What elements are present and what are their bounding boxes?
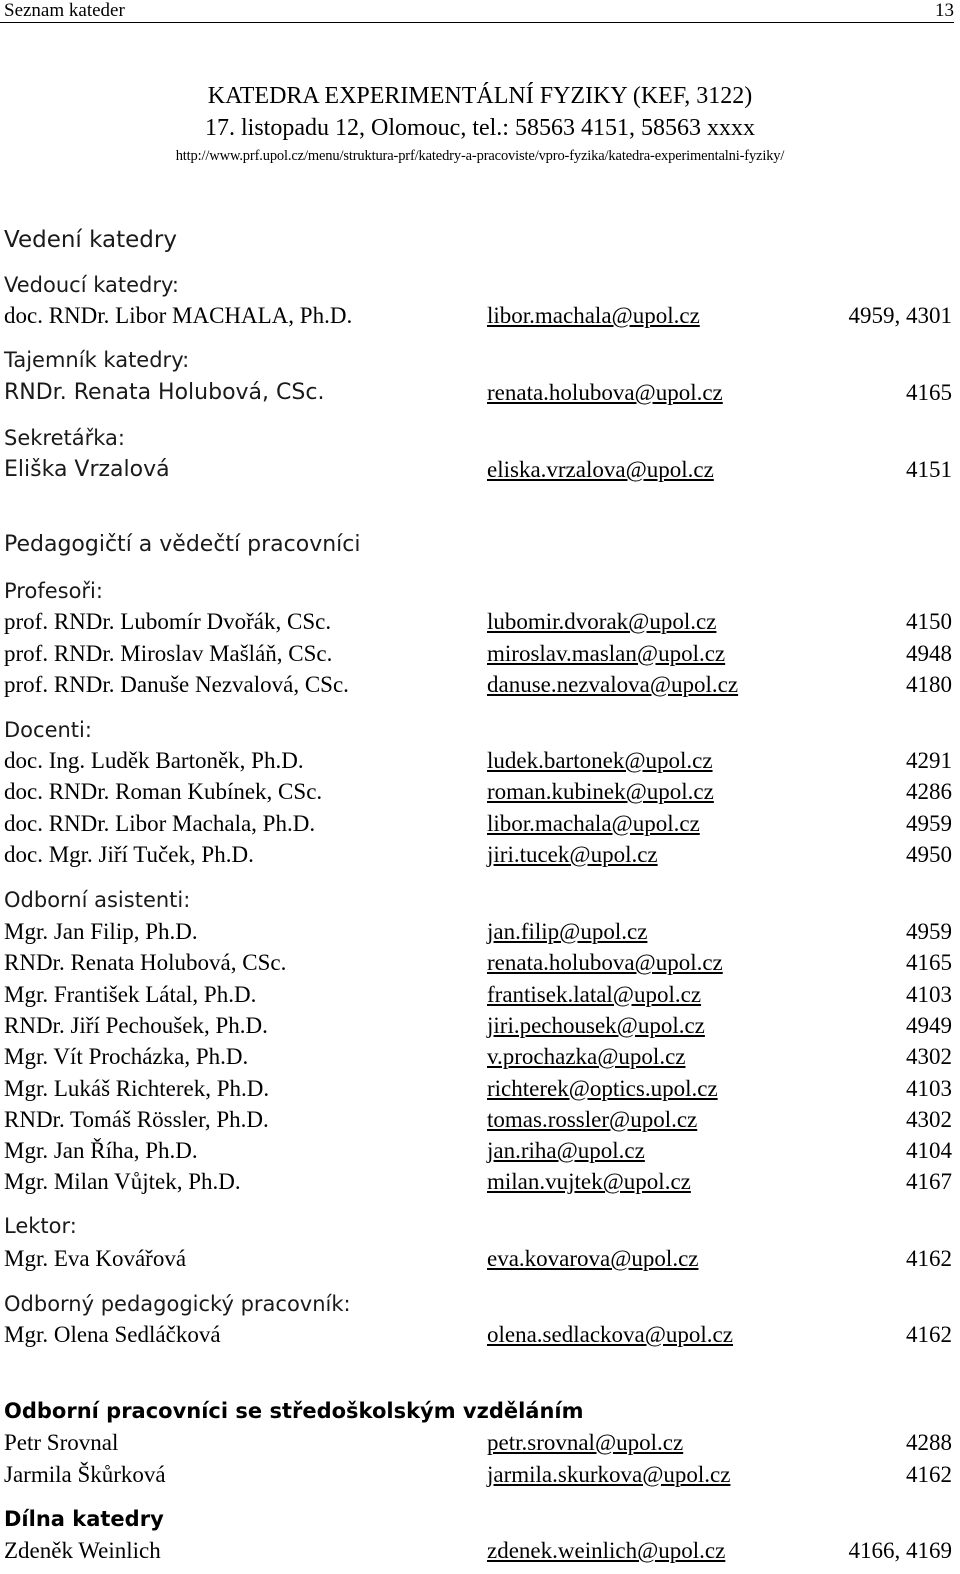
contact-phone: 4959 <box>906 810 952 836</box>
contact-name: doc. Mgr. Jiří Tuček, Ph.D. <box>4 841 254 867</box>
contact-row <box>0 777 960 807</box>
contact-email-link[interactable]: richterek@optics.upol.cz <box>487 1075 718 1101</box>
contact-name: Jarmila Škůrková <box>4 1461 166 1487</box>
contact-email-link[interactable]: jiri.pechousek@upol.cz <box>487 1012 705 1038</box>
contact-phone: 4948 <box>906 640 952 666</box>
contact-phone: 4291 <box>906 748 952 773</box>
contact-phone: 4302 <box>906 1106 952 1132</box>
contact-email-link[interactable]: lubomir.dvorak@upol.cz <box>487 609 717 634</box>
contact-phone: 4162 <box>906 1322 952 1347</box>
contact-email-link[interactable]: libor.machala@upol.cz <box>487 810 700 836</box>
contact-row <box>0 1320 960 1350</box>
assistants-label: Odborní asistenti: <box>4 888 191 912</box>
ped-worker-label: Odborný pedagogický pracovník: <box>4 1292 351 1316</box>
department-address: 17. listopadu 12, Olomouc, tel.: 58563 4151, 58563 xxxx <box>205 115 755 141</box>
contact-name: Mgr. Eva Kovářová <box>4 1246 187 1271</box>
assistant-label: Sekretářka: <box>4 426 125 450</box>
contact-phone: 4104 <box>906 1138 952 1164</box>
contact-phone: 4165 <box>906 380 952 405</box>
contact-row <box>0 1042 960 1072</box>
staff-heading: Pedagogičtí a vědečtí pracovníci <box>4 532 361 557</box>
contact-row <box>0 948 960 978</box>
contact-phone: 4166, 4169 <box>848 1538 952 1563</box>
contact-email-link[interactable]: renata.holubova@upol.cz <box>487 950 723 976</box>
docents-label: Docenti: <box>4 718 92 742</box>
contact-name: Mgr. Milan Vůjtek, Ph.D. <box>4 1169 241 1195</box>
contact-name: prof. RNDr. Lubomír Dvořák, CSc. <box>4 609 332 634</box>
contact-phone: 4150 <box>906 609 952 634</box>
contact-name: doc. RNDr. Roman Kubínek, CSc. <box>4 779 323 805</box>
contact-row <box>0 746 960 776</box>
contact-email-link[interactable]: v.prochazka@upol.cz <box>487 1044 686 1070</box>
contact-phone: 4950 <box>906 841 952 867</box>
contact-row <box>0 1536 960 1566</box>
contact-name: Mgr. Vít Procházka, Ph.D. <box>4 1044 249 1070</box>
contact-email-link[interactable]: zdenek.weinlich@upol.cz <box>487 1538 726 1563</box>
contact-email-link[interactable]: renata.holubova@upol.cz <box>487 380 723 405</box>
contact-email-link[interactable]: tomas.rossler@upol.cz <box>487 1106 698 1132</box>
contact-row <box>0 670 960 700</box>
contact-phone: 4167 <box>906 1169 952 1195</box>
contact-name: Mgr. Lukáš Richterek, Ph.D. <box>4 1075 270 1101</box>
contact-row <box>0 917 960 947</box>
leadership-heading: Vedení katedry <box>4 227 177 253</box>
contact-row <box>0 1011 960 1041</box>
contact-phone: 4302 <box>906 1044 952 1070</box>
contact-name: Mgr. Jan Filip, Ph.D. <box>4 919 198 944</box>
workshop-heading: Dílna katedry <box>4 1507 164 1531</box>
contact-email-link[interactable]: jan.riha@upol.cz <box>487 1138 645 1164</box>
contact-row <box>0 607 960 637</box>
contact-row <box>0 1136 960 1166</box>
contact-email-link[interactable]: eva.kovarova@upol.cz <box>487 1246 699 1271</box>
contact-email-link[interactable]: ludek.bartonek@upol.cz <box>487 748 713 773</box>
contact-row <box>0 301 960 331</box>
contact-row <box>0 378 960 408</box>
contact-email-link[interactable]: danuse.nezvalova@upol.cz <box>487 672 739 697</box>
head-label: Vedoucí katedry: <box>4 273 179 297</box>
secondary-heading: Odborní pracovníci se středoškolským vzděláním <box>4 1399 584 1423</box>
contact-row <box>0 1167 960 1197</box>
contact-name: doc. RNDr. Libor MACHALA, Ph.D. <box>4 303 353 328</box>
department-url[interactable]: http://www.prf.upol.cz/menu/struktura-prf/katedry-a-pracoviste/vpro-fyzika/katedra-experimentalni-fyziky/ <box>175 148 785 164</box>
contact-email-link[interactable]: jiri.tucek@upol.cz <box>487 841 658 867</box>
contact-row <box>0 1074 960 1104</box>
contact-email-link[interactable]: jan.filip@upol.cz <box>487 919 648 944</box>
contact-name: Petr Srovnal <box>4 1430 119 1455</box>
contact-email-link[interactable]: miroslav.maslan@upol.cz <box>487 640 726 666</box>
contact-name: Eliška Vrzalová <box>4 457 170 482</box>
contact-row <box>0 980 960 1010</box>
contact-name: RNDr. Renata Holubová, CSc. <box>4 950 287 976</box>
contact-name: prof. RNDr. Danuše Nezvalová, CSc. <box>4 672 349 697</box>
contact-row <box>0 639 960 669</box>
running-title: Seznam kateder <box>4 0 125 21</box>
contact-email-link[interactable]: jarmila.skurkova@upol.cz <box>487 1461 731 1487</box>
contact-row <box>0 1105 960 1135</box>
contact-phone: 4180 <box>906 672 952 697</box>
contact-phone: 4162 <box>906 1246 952 1271</box>
contact-row <box>0 840 960 870</box>
contact-phone: 4959, 4301 <box>848 303 952 328</box>
contact-phone: 4103 <box>906 1075 952 1101</box>
lecturer-label: Lektor: <box>4 1214 77 1238</box>
contact-name: doc. RNDr. Libor Machala, Ph.D. <box>4 810 316 836</box>
contact-phone: 4288 <box>906 1430 952 1455</box>
department-name: KATEDRA EXPERIMENTÁLNÍ FYZIKY (KEF, 3122) <box>207 83 753 109</box>
contact-row <box>0 1428 960 1458</box>
contact-email-link[interactable]: eliska.vrzalova@upol.cz <box>487 457 714 482</box>
contact-phone: 4949 <box>906 1012 952 1038</box>
contact-name: doc. Ing. Luděk Bartoněk, Ph.D. <box>4 748 304 773</box>
contact-name: RNDr. Jiří Pechoušek, Ph.D. <box>4 1012 268 1038</box>
secretary-label: Tajemník katedry: <box>4 348 190 372</box>
contact-row <box>0 455 960 485</box>
contact-email-link[interactable]: milan.vujtek@upol.cz <box>487 1169 691 1195</box>
contact-name: Mgr. Olena Sedláčková <box>4 1322 221 1347</box>
contact-phone: 4165 <box>906 950 952 976</box>
contact-row <box>0 1244 960 1274</box>
contact-row <box>0 809 960 839</box>
professors-label: Profesoři: <box>4 579 103 603</box>
contact-email-link[interactable]: roman.kubinek@upol.cz <box>487 779 714 805</box>
contact-phone: 4959 <box>906 919 952 944</box>
contact-phone: 4286 <box>906 779 952 805</box>
contact-row <box>0 1460 960 1490</box>
contact-phone: 4103 <box>906 981 952 1007</box>
contact-name: RNDr. Tomáš Rössler, Ph.D. <box>4 1106 269 1132</box>
contact-name: Mgr. Jan Říha, Ph.D. <box>4 1138 198 1164</box>
contact-name: Mgr. František Látal, Ph.D. <box>4 981 257 1007</box>
contact-phone: 4151 <box>906 457 952 482</box>
contact-email-link[interactable]: frantisek.latal@upol.cz <box>487 981 702 1007</box>
page-number: 13 <box>935 0 954 21</box>
contact-phone: 4162 <box>906 1461 952 1487</box>
contact-name: Zdeněk Weinlich <box>4 1538 161 1563</box>
page-header <box>0 0 954 23</box>
contact-email-link[interactable]: petr.srovnal@upol.cz <box>487 1430 684 1455</box>
contact-name: RNDr. Renata Holubová, CSc. <box>4 380 325 405</box>
contact-email-link[interactable]: olena.sedlackova@upol.cz <box>487 1322 733 1347</box>
contact-email-link[interactable]: libor.machala@upol.cz <box>487 303 700 328</box>
contact-name: prof. RNDr. Miroslav Mašláň, CSc. <box>4 640 333 666</box>
